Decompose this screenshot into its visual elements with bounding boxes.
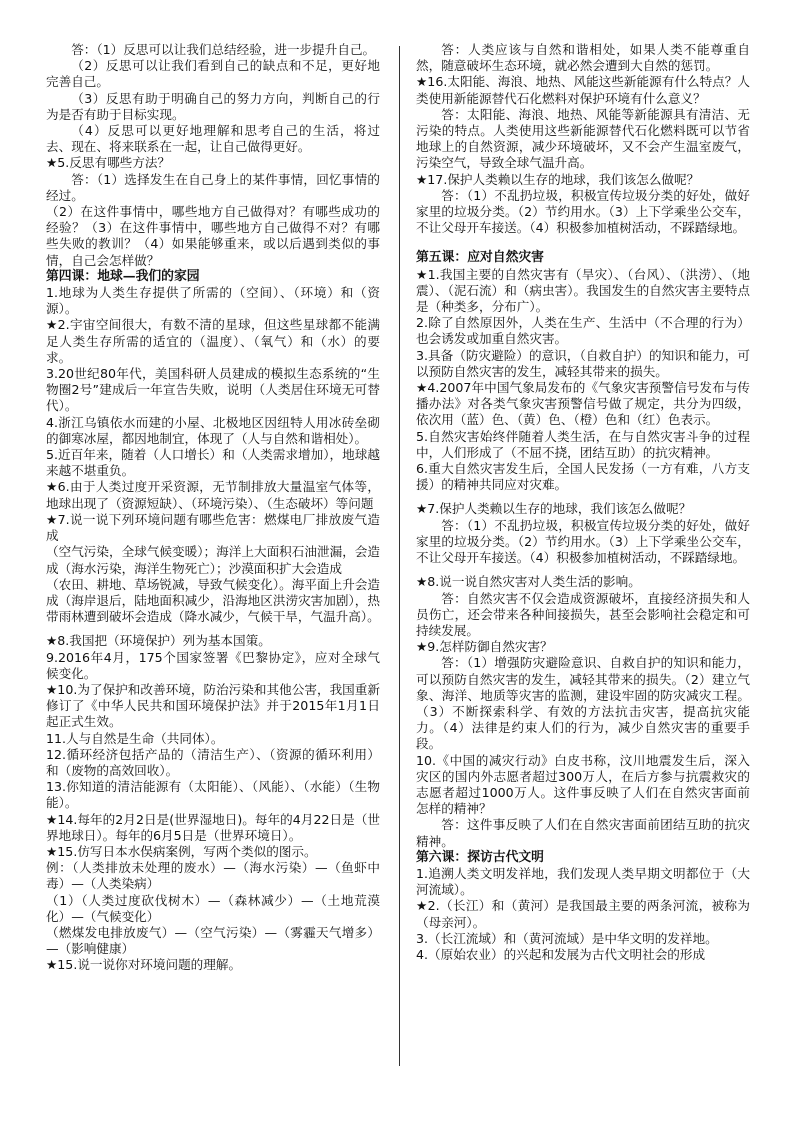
left-column [46, 42, 380, 974]
text-paragraph: 3.（长江流域）和（黄河流域）是中华文明的发祥地。 [416, 930, 718, 946]
text-paragraph: （农田、耕地、草场锐减，导致气候变化）。海平面上升会造成（海岸退后，陆地面积减少，沿海地区洪涝灾害加剧），热带雨林遭到破坏会造成（降水减少，气候干旱，气温升高）。 [46, 576, 380, 625]
text-paragraph: 2.除了自然原因外，人类在生产、生活中（不合理的行为）也会诱发或加重自然灾害。 [416, 315, 750, 347]
text-paragraph: ★2.宇宙空间很大，有数不清的星球，但这些星球都不能满足人类生存所需的适宜的（温度）、（氧气）和（水）的要求。 [46, 317, 380, 365]
text-paragraph: 11.人与自然是生命（共同体）。 [46, 730, 224, 746]
text-paragraph: ★17.保护人类赖以生存的地球，我们该怎么做呢？ [416, 171, 700, 187]
document-page [46, 42, 750, 1072]
text-paragraph: ★15.仿写日本水俣病案例，写两个类似的图示。 [46, 843, 317, 859]
text-paragraph: （空气污染，全球气候变暖）；海洋上大面积石油泄漏，会造成（海水污染，海洋生物死亡）；沙漠面积扩大会造成 [46, 544, 380, 576]
text-paragraph: ★10.为了保护和改善环境，防治污染和其他公害，我国重新修订了《中华人民共和国环境保护法》并于2015年1月1日起正式生效。 [46, 681, 380, 730]
text-paragraph: 1.追溯人类文明发祥地，我们发现人类早期文明都位于（大河流域）。 [416, 865, 750, 898]
text-paragraph: ★9.怎样防御自然灾害？ [416, 639, 553, 655]
text-paragraph: 答：这件事反映了人们在自然灾害面前团结互助的抗灾精神。 [416, 817, 750, 849]
text-paragraph: （1）（人类过度砍伐树木）—（森林减少）—（土地荒漠化）—（气候变化） [46, 892, 380, 924]
text-paragraph: ★4.2007年中国气象局发布的《气象灾害预警信号发布与传播办法》对各类气象灾害预警信号做了规定，共分为四级，依次用（蓝）色、（黄）色、（橙）色和（红）色表示。 [416, 380, 750, 428]
text-paragraph: 5.自然灾害始终伴随着人类生活，在与自然灾害斗争的过程中，人们形成了（不屈不挠，团结互助）的抗灾精神。 [416, 428, 750, 460]
text-paragraph: 3.20世纪80年代，美国科研人员建成的模拟生态系统的“生物圈2号”建成后一年宣告失败，说明（人类居住环境无可替代）。 [46, 366, 380, 414]
section-heading: 第六课：探访古代文明 [416, 849, 544, 865]
text-paragraph: 13.你知道的清洁能源有（太阳能）、（风能）、（水能）（生物能）。 [46, 779, 380, 811]
text-paragraph: （2）反思可以让我们看到自己的缺点和不足，更好地完善自己。 [46, 58, 380, 90]
right-column [416, 42, 750, 963]
text-paragraph: 答：太阳能、海浪、地热、风能等新能源具有清洁、无污染的特点。人类使用这些新能源替代石化燃料既可以节省地球上的自然资源，减少环境破坏，又不会产生温室废气，污染空气，导致全球气温升高。 [416, 106, 750, 171]
text-paragraph: ★8.说一说自然灾害对人类生活的影响。 [416, 574, 641, 590]
text-paragraph: ★7.保护人类赖以生存的地球，我们该怎么做呢？ [416, 501, 692, 517]
text-paragraph: 答：（1）选择发生在自己身上的某件事情，回忆事情的经过。 [46, 171, 380, 203]
text-paragraph: ★7.说一说下列环境问题有哪些危害：燃煤电厂排放废气造成 [46, 511, 380, 544]
text-paragraph: 答：（1）反思可以让我们总结经验，进一步提升自己。 [71, 42, 376, 57]
text-paragraph: 答：自然灾害不仅会造成资源破坏，直接经济损失和人员伤亡，还会带来各种间接损失，甚至会影响社会稳定和可持续发展。 [416, 590, 750, 638]
text-paragraph: ★14.每年的2月2日是(世界湿地日)。每年的4月22日是（世界地球日）。每年的6月5日是（世界环境日）。 [46, 811, 380, 843]
text-paragraph: ★5.反思有哪些方法？ [46, 155, 171, 171]
text-paragraph: 6.重大自然灾害发生后，全国人民发扬（一方有难，八方支援）的精神共同应对灾难。 [416, 461, 750, 493]
text-paragraph: 9.2016年4月，175个国家签署《巴黎协定》，应对全球气候变化。 [46, 649, 380, 681]
text-paragraph: ★2.（长江）和（黄河）是我国最主要的两条河流，被称为（母亲河）。 [416, 898, 750, 930]
text-paragraph: ★15.说一说你对环境问题的理解。 [46, 957, 242, 973]
text-paragraph: ★8.我国把（环境保护）列为基本国策。 [46, 633, 271, 649]
section-heading: 第四课：地球—我们的家园 [46, 268, 200, 284]
section-heading: 第五课：应对自然灾害 [416, 250, 544, 266]
text-paragraph: 答：人类应该与自然和谐相处，如果人类不能尊重自然，随意破坏生态环境，就必然会遭到大自然的惩罚。 [416, 42, 750, 74]
text-paragraph: 4.（原始农业）的兴起和发展为古代文明社会的形成 [416, 946, 706, 962]
text-paragraph: 1.地球为人类生存提供了所需的（空间）、（环境）和（资源）。 [46, 285, 380, 317]
text-paragraph: （2）在这件事情中，哪些地方自己做得对？有哪些成功的经验？（3）在这件事情中，哪些地方自己做得不对？有哪些失败的教训？（4）如果能够重来，或以后遇到类似的事情，自己会怎样做？ [46, 204, 380, 268]
text-paragraph: 4.浙江乌镇依水而建的小屋、北极地区因纽特人用冰砖垒砌的御寒冰屋，都因地制宜，体现了（人与自然和谐相处）。 [46, 414, 380, 446]
text-paragraph: （4）反思可以更好地理解和思考自己的生活，将过去、现在、将来联系在一起，让自己做得更好。 [46, 123, 380, 155]
text-paragraph: ★1.我国主要的自然灾害有（旱灾）、（台风）、（洪涝）、（地震）、（泥石流）和（病虫害）。我国发生的自然灾害主要特点是（种类多，分布广）。 [416, 266, 750, 315]
text-paragraph: ★16.太阳能、海浪、地热、风能这些新能源有什么特点？人类使用新能源替代石化燃料对保护环境有什么意义？ [416, 74, 750, 106]
text-paragraph: 答：（1）不乱扔垃圾，积极宣传垃圾分类的好处，做好家里的垃圾分类。（2）节约用水。（3）上下学乘坐公交车，不让父母开车接送。（4）积极参加植树活动，不踩踏绿地。 [416, 517, 750, 566]
text-paragraph: 10.《中国的减灾行动》白皮书称，汶川地震发生后，深入灾区的国内外志愿者超过300万人，在后方参与抗震救灾的志愿者超过1000万人。这件事反映了人们在自然灾害面前怎样的精神？ [416, 752, 750, 817]
column-divider [399, 46, 400, 1066]
text-paragraph: 12.循环经济包括产品的（清洁生产）、（资源的循环利用）和（废物的高效回收）。 [46, 746, 380, 778]
text-paragraph: 答：（1）不乱扔垃圾，积极宣传垃圾分类的好处，做好家里的垃圾分类。（2）节约用水。（3）上下学乘坐公交车，不让父母开车接送。（4）积极参加植树活动，不踩踏绿地。 [416, 187, 750, 236]
text-paragraph: ★6.由于人类过度开采资源，无节制排放大量温室气体等，地球出现了（资源短缺）、（环境污染）、（生态破坏）等问题 [46, 479, 380, 511]
text-paragraph: 5.近百年来，随着（人口增长）和（人类需求增加），地球越来越不堪重负。 [46, 447, 380, 479]
text-paragraph: （燃煤发电排放废气）—（空气污染）—（雾霾天气增多）—（影响健康） [46, 924, 380, 957]
text-paragraph: （3）反思有助于明确自己的努力方向，判断自己的行为是否有助于目标实现。 [46, 90, 380, 122]
text-paragraph: 答：（1）增强防灾避险意识、自救自护的知识和能力，可以预防自然灾害的发生，减轻其带来的损失。（2）建立气象、海洋、地质等灾害的监测，建设牢固的防灾减灾工程。（3）不断探索科学、有效的方法抗击灾害，提高抗灾能力。（4）法律是约束人们的行为，减少自然灾害的重要手段。 [416, 655, 750, 752]
text-paragraph: 3.具备（防灾避险）的意识，（自救自护）的知识和能力，可以预防自然灾害的发生，减轻其带来的损失。 [416, 347, 750, 379]
text-paragraph: 例：（人类排放未处理的废水）—（海水污染）—（鱼虾中毒）—（人类染病） [46, 860, 380, 892]
